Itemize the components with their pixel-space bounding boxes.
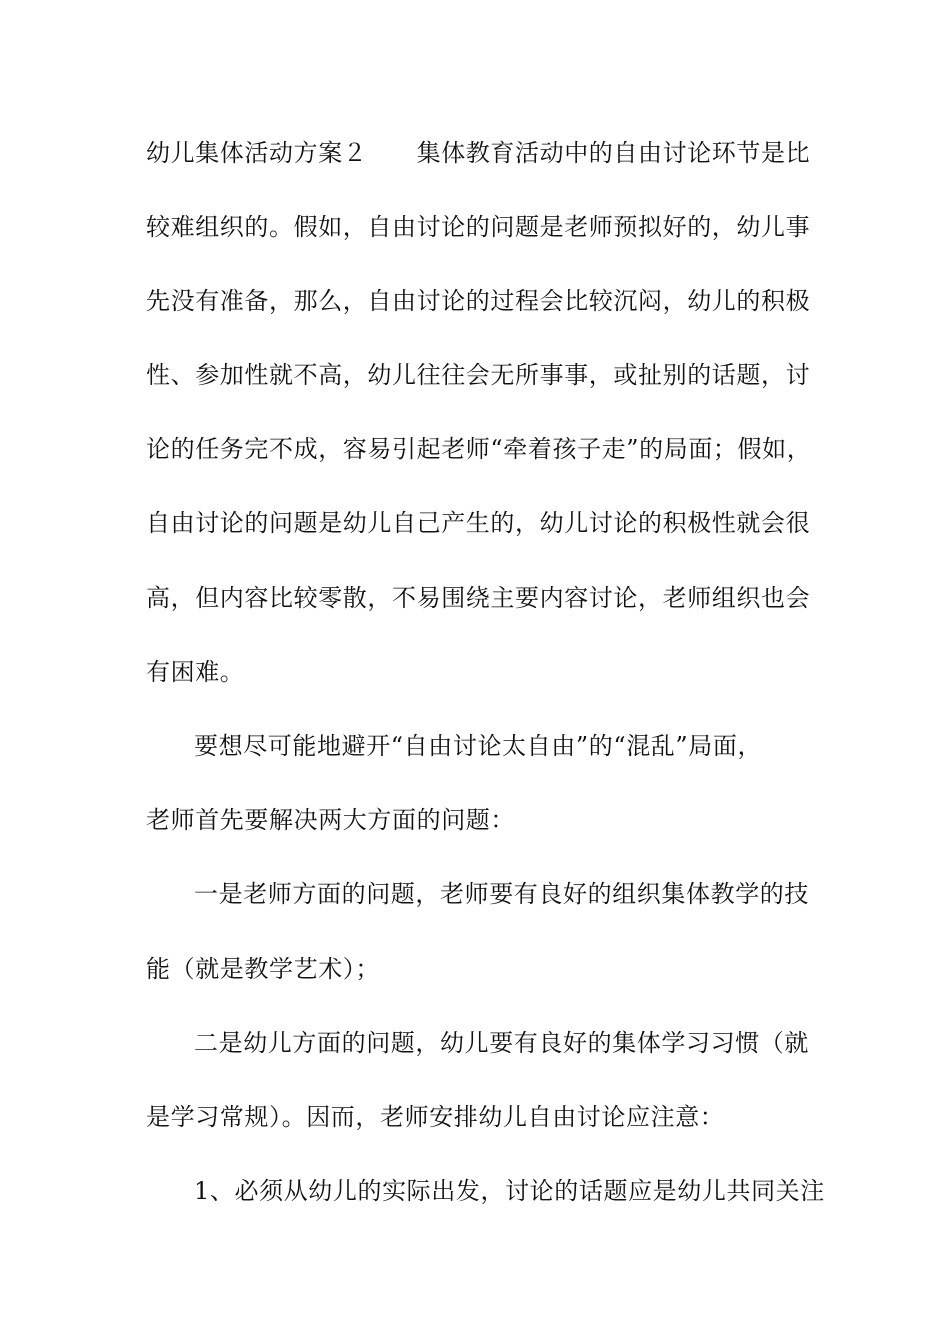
text-line: 老师首先要解决两大方面的问题：	[146, 806, 515, 834]
text-line: 有困难。	[146, 658, 245, 686]
text-line: 二是幼儿方面的问题，幼儿要有良好的集体学习习惯（就	[194, 1029, 809, 1057]
text-line: 幼儿集体活动方案２ 集体教育活动中的自由讨论环节是比	[146, 139, 811, 167]
text-line: 性、参加性就不高，幼儿往往会无所事事，或扯别的话题，讨	[146, 361, 811, 389]
text-line: 先没有准备，那么，自由讨论的过程会比较沉闷，幼儿的积极	[146, 287, 811, 315]
text-line: 能（就是教学艺术）；	[146, 955, 380, 983]
text-line: 论的任务完不成，容易引起老师“牵着孩子走”的局面；假如，	[146, 435, 812, 463]
text-line: 较难组织的。假如，自由讨论的问题是老师预拟好的，幼儿事	[146, 213, 811, 241]
text-line: 一是老师方面的问题，老师要有良好的组织集体教学的技	[194, 880, 809, 908]
text-line: 1、必须从幼儿的实际出发，讨论的话题应是幼儿共同关注	[194, 1177, 825, 1205]
text-line: 要想尽可能地避开“自由讨论太自由”的“混乱”局面，	[194, 732, 763, 760]
text-line: 自由讨论的问题是幼儿自己产生的，幼儿讨论的积极性就会很	[146, 509, 811, 537]
text-line: 高，但内容比较零散，不易围绕主要内容讨论，老师组织也会	[146, 584, 811, 612]
text-line: 是学习常规）。因而，老师安排幼儿自由讨论应注意：	[146, 1103, 725, 1131]
